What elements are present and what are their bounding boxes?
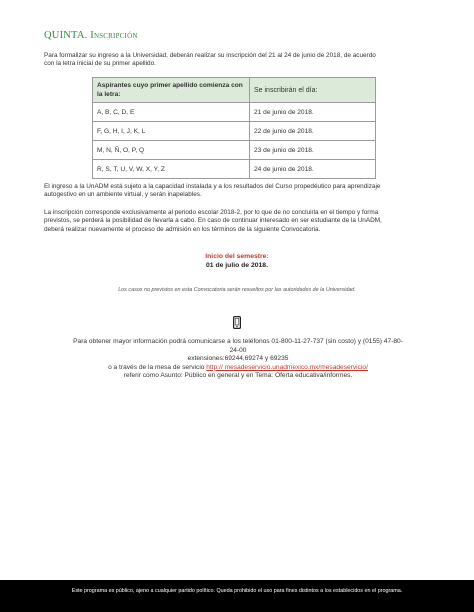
table-row xyxy=(93,160,376,179)
contact-info xyxy=(40,338,436,381)
table-row xyxy=(93,122,376,141)
intro-paragraph xyxy=(44,52,434,69)
semester-start xyxy=(0,252,474,270)
phone-icon xyxy=(233,316,241,329)
help-desk-prefix: o a través de la mesa de servicio xyxy=(108,363,205,371)
schedule-table xyxy=(92,77,376,179)
section-number: QUINTA. xyxy=(44,30,88,41)
period-line: deberá realizar nuevamente el proceso de admisión en los términos de la siguiente Convocatoria. xyxy=(44,225,321,233)
contact-help-desk xyxy=(40,364,436,373)
period-paragraph xyxy=(44,209,434,234)
table-cell-letters: R, S, T, U, V, W, X, Y, Z xyxy=(93,160,250,179)
table-cell-date: 21 de junio de 2018. xyxy=(250,103,376,122)
table-header-date: Se inscribirán el día: xyxy=(250,78,376,103)
capacity-line: El ingreso a la UnADM está sujeto a la capacidad instalada y a los resultados del Curso propedéutico para aprendizaje xyxy=(44,183,381,190)
unforeseen-cases-note: Los casos no previstos en esta Convocatoria serán resueltos por las autoridades de la Universidad. xyxy=(118,287,356,293)
capacity-paragraph xyxy=(44,183,434,200)
contact-extensions: extensiones:69244,69274 y 69235 xyxy=(187,355,289,363)
table-cell-letters: A, B, C, D, E xyxy=(93,103,250,122)
help-desk-link[interactable]: http:// mesadeservicio.unadmexico.mx/mesadeservicio/ xyxy=(206,363,368,371)
intro-line: con la letra inicial de su primer apellido. xyxy=(44,60,156,68)
period-line: previstos, se perderá la posibilidad de llevarla a cabo. En caso de continuar interesado en ser estudiante de la UnADM, xyxy=(44,217,382,225)
contact-phones-cont: 24-00 xyxy=(229,346,247,354)
contact-phones: Para obtener mayor información podrá comunicarse a los teléfonos 01-800-11-27-737 (sin costo) y (0155) 47-80- xyxy=(73,338,403,345)
table-header-letters: Aspirantes cuyo primer apellido comienza con la letra: xyxy=(93,78,250,103)
section-title: Inscripción xyxy=(90,30,138,41)
capacity-line: autogestivo en un ambiente virtual, y serán inapelables. xyxy=(44,191,202,199)
table-cell-date: 24 de junio de 2018. xyxy=(250,160,376,179)
section-heading xyxy=(44,30,138,41)
table-cell-letters: M, N, Ñ, O, P, Q xyxy=(93,141,250,160)
table-cell-letters: F, G, H, I, J, K, L xyxy=(93,122,250,141)
contact-reference: referir como Asunto: Público en general y en Tema: Oferta educativa/informes. xyxy=(123,372,353,380)
intro-line: Para formalizar su ingreso a la Universidad, deberán realizar su inscripción del 21 al 24 de junio de 2018, de acuerdo xyxy=(44,52,376,59)
table-row xyxy=(93,141,376,160)
footer-disclaimer: Este programa es público, ajeno a cualquier partido político. Queda prohibido el uso para fines distintos a los establecidos en el programa. xyxy=(71,588,403,594)
table-header-row xyxy=(93,78,376,103)
semester-start-date: 01 de julio de 2018. xyxy=(206,262,268,269)
semester-start-label: Inicio del semestre: xyxy=(205,253,269,260)
table-cell-date: 22 de junio de 2018. xyxy=(250,122,376,141)
period-line: La inscripción corresponde exclusivamente al periodo escolar 2018-2, por lo que de no concluirla en el tiempo y forma xyxy=(44,209,379,216)
footer-bar xyxy=(0,580,474,612)
table-row xyxy=(93,103,376,122)
table-cell-date: 23 de junio de 2018. xyxy=(250,141,376,160)
